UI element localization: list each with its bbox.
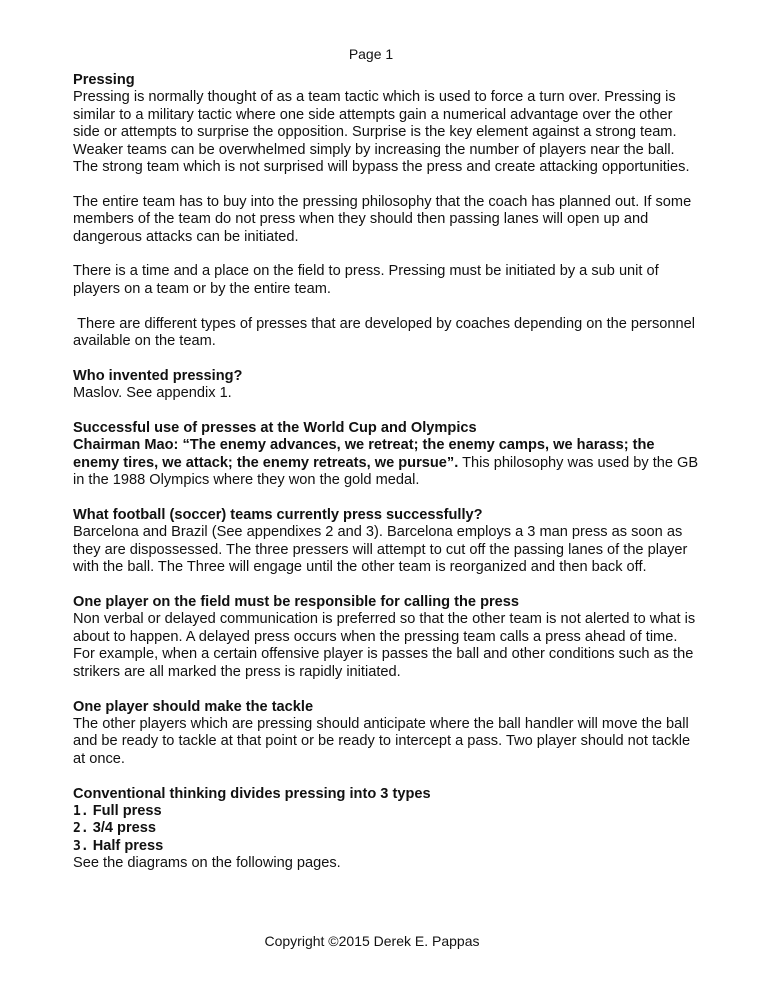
section-heading-current-teams: What football (soccer) teams currently press successfully? <box>73 507 483 524</box>
section-heading-world-cup: Successful use of presses at the World Cup and Olympics <box>73 420 477 437</box>
list-item <box>73 820 701 837</box>
paragraph-pressing-types: There are different types of presses that are developed by coaches depending on the personnel available on the team. <box>73 315 700 350</box>
paragraph-calling: Non verbal or delayed communication is preferred so that the other team is not alerted to what is about to happen. A delayed press occurs when the pressing team calls a press ahead of time. For example, when a certain offensive player is passes the ball and other conditions such as the strikers are all marked the press is rapidly initiated. <box>73 611 696 680</box>
world-cup-text: This philosophy was used by the GB in the 1988 Olympics where they won the gold medal. <box>73 454 703 489</box>
mao-quote: Chairman Mao: “The enemy advances, we retreat; the enemy camps, we harass; the enemy tires, we attack; the enemy retreats, we pursue”. <box>73 437 655 471</box>
section-heading-calling: One player on the field must be responsible for calling the press <box>73 594 520 611</box>
paragraph-tackle: The other players which are pressing should anticipate where the ball handler will move the ball and be ready to tackle at that point or be ready to intercept a pass. Two player should not tackle at once. <box>73 715 691 767</box>
copyright-footer: Copyright ©2015 Derek E. Pappas <box>264 933 480 949</box>
paragraph-diagrams-note: See the diagrams on the following pages. <box>73 855 341 872</box>
list-number: 3. <box>73 838 89 854</box>
paragraph-inventor: Maslov. See appendix 1. <box>73 385 232 402</box>
paragraph-pressing-philosophy: The entire team has to buy into the pressing philosophy that the coach has planned out. If some members of the team do not press when they should then passing lanes will open up and dangerous attacks can be initiated. <box>73 193 692 245</box>
section-heading-pressing: Pressing <box>73 72 135 88</box>
list-item <box>73 803 701 820</box>
section-heading-inventor: Who invented pressing? <box>73 367 243 384</box>
list-item <box>73 838 701 855</box>
list-number: 2. <box>73 821 89 837</box>
section-heading-tackle: One player should make the tackle <box>73 698 314 715</box>
paragraph-world-cup <box>73 437 701 489</box>
list-label: Half press <box>92 837 164 854</box>
section-heading-types: Conventional thinking divides pressing into 3 types <box>73 785 431 802</box>
page-number: Page 1 <box>348 46 394 62</box>
paragraph-pressing-time-place: There is a time and a place on the field to press. Pressing must be initiated by a sub unit of players on a team or by the entire team. <box>73 263 659 297</box>
list-label: 3/4 press <box>92 820 157 837</box>
document-body <box>73 72 701 873</box>
list-number: 1. <box>73 803 89 819</box>
paragraph-current-teams: Barcelona and Brazil (See appendixes 2 and 3). Barcelona employs a 3 man press as soon as they are dispossessed. The three pressers will attempt to cut off the passing lanes of the player with the ball. The Three will engage until the other team is reorganized and then back off. <box>73 524 688 576</box>
paragraph-pressing-intro: Pressing is normally thought of as a team tactic which is used to force a turn over. Pressing is similar to a military tactic where one side attempts gain a numerical advantage over the other side or attempts to surprise the opposition. Surprise is the key element against a strong team. Weaker teams can be overwhelmed simply by increasing the number of players near the ball. The strong team which is not surprised will bypass the press and create attacking opportunities. <box>73 89 690 176</box>
list-label: Full press <box>92 802 162 819</box>
